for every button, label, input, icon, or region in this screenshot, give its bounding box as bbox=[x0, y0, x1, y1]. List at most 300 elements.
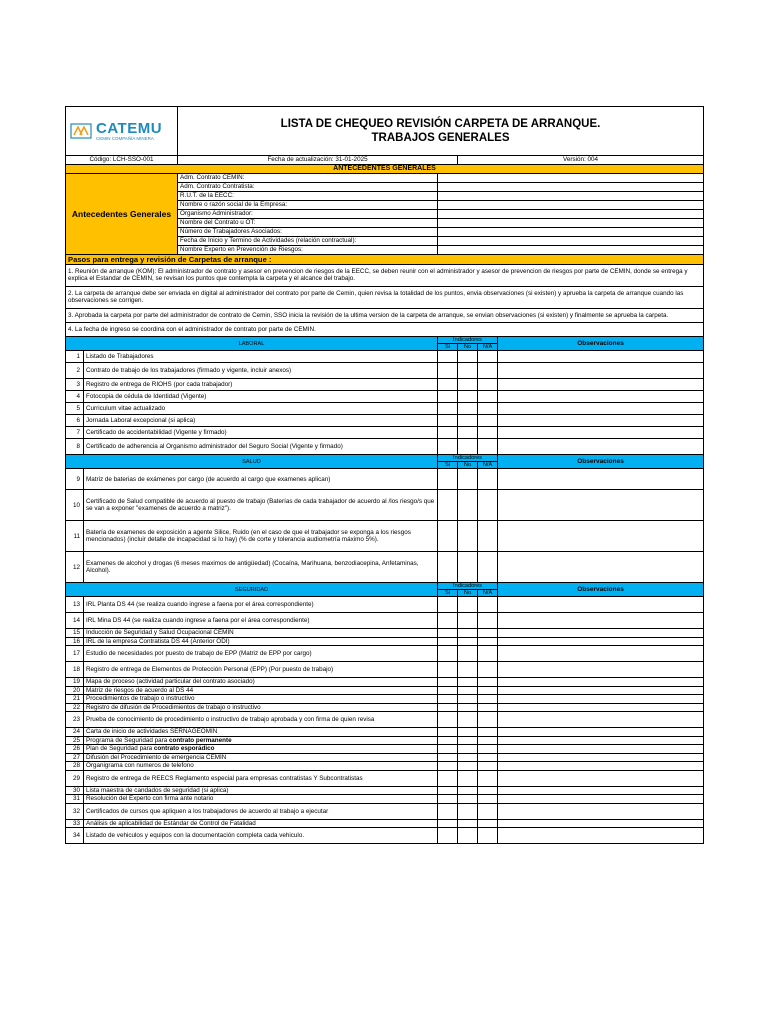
si-checkbox[interactable] bbox=[438, 521, 458, 552]
item-number: 9 bbox=[66, 469, 84, 490]
si-checkbox[interactable] bbox=[438, 662, 458, 678]
na-checkbox[interactable] bbox=[478, 678, 498, 687]
no-checkbox[interactable] bbox=[458, 469, 478, 490]
na-checkbox[interactable] bbox=[478, 427, 498, 439]
item-text-label: Certificado de adherencia al Organismo administrador del Seguro Social (Vigente y firmado) bbox=[86, 443, 343, 451]
no-checkbox[interactable] bbox=[458, 662, 478, 678]
si-checkbox[interactable] bbox=[438, 770, 458, 786]
observaciones-field[interactable] bbox=[498, 662, 704, 678]
na-checkbox[interactable] bbox=[478, 762, 498, 771]
item-text bbox=[84, 552, 438, 583]
item-text bbox=[84, 795, 438, 804]
item-text-label: Resolución del Experto con firma ante notario bbox=[86, 795, 214, 803]
na-checkbox[interactable] bbox=[478, 391, 498, 403]
observaciones-field[interactable] bbox=[498, 363, 704, 379]
checklist-item bbox=[66, 803, 704, 819]
no-checkbox[interactable] bbox=[458, 597, 478, 613]
no-checkbox[interactable] bbox=[458, 646, 478, 662]
antecedentes-title: ANTECEDENTES GENERALES bbox=[66, 165, 704, 174]
antecedente-field-label: Nombre Experto en Prevención de Riesgos: bbox=[178, 246, 438, 255]
na-checkbox[interactable] bbox=[478, 552, 498, 583]
item-number: 7 bbox=[66, 427, 84, 439]
item-number: 25 bbox=[66, 736, 84, 745]
no-header: No bbox=[458, 344, 478, 351]
item-text-label: Estudio de necesidades por puesto de trabajo de EPP (Matriz de EPP por cargo) bbox=[86, 650, 312, 658]
na-checkbox[interactable] bbox=[478, 351, 498, 363]
item-text bbox=[84, 819, 438, 828]
item-text bbox=[84, 686, 438, 695]
no-checkbox[interactable] bbox=[458, 678, 478, 687]
observaciones-header: Observaciones bbox=[498, 337, 704, 351]
no-checkbox[interactable] bbox=[458, 828, 478, 844]
item-text-label: Procedimientos de trabajo o instructivo bbox=[86, 695, 195, 703]
item-text bbox=[84, 427, 438, 439]
item-text bbox=[84, 828, 438, 844]
no-checkbox[interactable] bbox=[458, 363, 478, 379]
na-checkbox[interactable] bbox=[478, 637, 498, 646]
item-number: 8 bbox=[66, 439, 84, 455]
si-checkbox[interactable] bbox=[438, 695, 458, 704]
no-checkbox[interactable] bbox=[458, 490, 478, 521]
checklist-item bbox=[66, 363, 704, 379]
item-number: 1 bbox=[66, 351, 84, 363]
checklist-item bbox=[66, 795, 704, 804]
na-checkbox[interactable] bbox=[478, 712, 498, 728]
na-checkbox[interactable] bbox=[478, 363, 498, 379]
si-checkbox[interactable] bbox=[438, 351, 458, 363]
item-number: 6 bbox=[66, 415, 84, 427]
logo-mark-icon bbox=[70, 122, 92, 140]
no-checkbox[interactable] bbox=[458, 552, 478, 583]
na-checkbox[interactable] bbox=[478, 613, 498, 629]
no-checkbox[interactable] bbox=[458, 629, 478, 638]
item-text bbox=[84, 490, 438, 521]
observaciones-field[interactable] bbox=[498, 703, 704, 712]
na-checkbox[interactable] bbox=[478, 686, 498, 695]
checklist-item bbox=[66, 351, 704, 363]
no-checkbox[interactable] bbox=[458, 351, 478, 363]
si-checkbox[interactable] bbox=[438, 646, 458, 662]
observaciones-field[interactable] bbox=[498, 770, 704, 786]
si-checkbox[interactable] bbox=[438, 597, 458, 613]
si-header: Si bbox=[438, 344, 458, 351]
section-title: SALUD bbox=[66, 455, 438, 469]
paso-row bbox=[66, 308, 704, 322]
si-checkbox[interactable] bbox=[438, 703, 458, 712]
si-checkbox[interactable] bbox=[438, 613, 458, 629]
update-date: Fecha de actualización: 31-01-2025 bbox=[178, 156, 458, 165]
no-checkbox[interactable] bbox=[458, 770, 478, 786]
item-text-label: Carta de inicio de actividades SERNAGEOMIN bbox=[86, 728, 218, 736]
si-header: Si bbox=[438, 590, 458, 597]
item-text-label: Plan de Seguridad para bbox=[86, 745, 154, 753]
title-line-2: TRABAJOS GENERALES bbox=[371, 132, 510, 144]
paso-text: 1. Reunión de arranque (KOM): El administrador de contrato y asesor en prevencion de riesgos de la EECC, se deben reunir con el administrador y asesor de prevencion de riesgos por parte de CEMIN, donde se entrega y explica el Estandar de CEMIN, se revisan los puntos que contempla la carpeta y el alcance del trabajo. bbox=[66, 265, 704, 287]
checklist-item bbox=[66, 686, 704, 695]
na-checkbox[interactable] bbox=[478, 662, 498, 678]
checklist-item bbox=[66, 427, 704, 439]
na-checkbox[interactable] bbox=[478, 490, 498, 521]
item-number: 14 bbox=[66, 613, 84, 629]
item-text-label: Organigrama con numeros de telefono bbox=[86, 762, 194, 770]
antecedente-field-value[interactable] bbox=[438, 201, 704, 210]
item-text bbox=[84, 712, 438, 728]
item-text-label: Programa de Seguridad para bbox=[86, 736, 169, 744]
no-checkbox[interactable] bbox=[458, 637, 478, 646]
na-checkbox[interactable] bbox=[478, 753, 498, 762]
no-checkbox[interactable] bbox=[458, 703, 478, 712]
na-checkbox[interactable] bbox=[478, 786, 498, 795]
observaciones-field[interactable] bbox=[498, 351, 704, 363]
na-checkbox[interactable] bbox=[478, 695, 498, 704]
item-number: 22 bbox=[66, 703, 84, 712]
checklist-item bbox=[66, 786, 704, 795]
observaciones-field[interactable] bbox=[498, 637, 704, 646]
checklist-item bbox=[66, 662, 704, 678]
item-number: 17 bbox=[66, 646, 84, 662]
no-checkbox[interactable] bbox=[458, 521, 478, 552]
no-checkbox[interactable] bbox=[458, 728, 478, 737]
no-checkbox[interactable] bbox=[458, 379, 478, 391]
na-header: N/A bbox=[478, 462, 498, 469]
na-checkbox[interactable] bbox=[478, 828, 498, 844]
antecedente-field-value[interactable] bbox=[438, 192, 704, 201]
no-checkbox[interactable] bbox=[458, 786, 478, 795]
si-header: Si bbox=[438, 462, 458, 469]
observaciones-field[interactable] bbox=[498, 762, 704, 771]
si-checkbox[interactable] bbox=[438, 736, 458, 745]
item-text bbox=[84, 521, 438, 552]
observaciones-field[interactable] bbox=[498, 686, 704, 695]
antecedente-field-label: Adm. Contrato Contratista: bbox=[178, 183, 438, 192]
no-checkbox[interactable] bbox=[458, 391, 478, 403]
si-checkbox[interactable] bbox=[438, 363, 458, 379]
observaciones-field[interactable] bbox=[498, 613, 704, 629]
observaciones-field[interactable] bbox=[498, 646, 704, 662]
item-number: 19 bbox=[66, 678, 84, 687]
item-number: 27 bbox=[66, 753, 84, 762]
item-number: 33 bbox=[66, 819, 84, 828]
section-header bbox=[66, 583, 704, 590]
document-code: Código: LCH-SSO-001 bbox=[66, 156, 178, 165]
checklist-item bbox=[66, 469, 704, 490]
observaciones-field[interactable] bbox=[498, 828, 704, 844]
si-checkbox[interactable] bbox=[438, 686, 458, 695]
observaciones-field[interactable] bbox=[498, 819, 704, 828]
paso-row bbox=[66, 323, 704, 337]
si-checkbox[interactable] bbox=[438, 552, 458, 583]
observaciones-field[interactable] bbox=[498, 629, 704, 638]
item-number: 32 bbox=[66, 803, 84, 819]
no-checkbox[interactable] bbox=[458, 762, 478, 771]
section-header bbox=[66, 455, 704, 462]
item-number: 30 bbox=[66, 786, 84, 795]
checklist-item bbox=[66, 552, 704, 583]
item-text-label: Mapa de proceso (actividad particular del contrato asociado) bbox=[86, 678, 255, 686]
checklist-item bbox=[66, 415, 704, 427]
observaciones-field[interactable] bbox=[498, 803, 704, 819]
si-checkbox[interactable] bbox=[438, 712, 458, 728]
item-text bbox=[84, 613, 438, 629]
paso-text: 4. La fecha de ingreso se coordina con el administrador de contrato por parte de CEMIN. bbox=[66, 323, 704, 337]
si-checkbox[interactable] bbox=[438, 379, 458, 391]
no-checkbox[interactable] bbox=[458, 795, 478, 804]
observaciones-field[interactable] bbox=[498, 753, 704, 762]
si-checkbox[interactable] bbox=[438, 819, 458, 828]
checklist-item bbox=[66, 439, 704, 455]
section-title: LABORAL bbox=[66, 337, 438, 351]
observaciones-field[interactable] bbox=[498, 469, 704, 490]
item-number: 5 bbox=[66, 403, 84, 415]
antecedente-field-value[interactable] bbox=[438, 174, 704, 183]
checklist-item bbox=[66, 391, 704, 403]
observaciones-field[interactable] bbox=[498, 439, 704, 455]
no-header: No bbox=[458, 590, 478, 597]
no-checkbox[interactable] bbox=[458, 695, 478, 704]
checklist-item bbox=[66, 646, 704, 662]
indicadores-header: Indicadores bbox=[438, 455, 498, 462]
item-text-label: Certificado de accidentabilidad (Vigente y firmado) bbox=[86, 429, 227, 437]
antecedente-field-label: Número de Trabajadores Asociados: bbox=[178, 228, 438, 237]
item-number: 2 bbox=[66, 363, 84, 379]
item-text-label: Listado de vehiculos y equipos con la documentación completa cada vehiculo. bbox=[86, 832, 305, 840]
checklist-item bbox=[66, 762, 704, 771]
observaciones-field[interactable] bbox=[498, 379, 704, 391]
item-text-label: Análisis de aplicabilidad de Estándar de Control de Fatalidad bbox=[86, 819, 256, 827]
checklist-item bbox=[66, 678, 704, 687]
item-text bbox=[84, 629, 438, 638]
item-text-label: Registro de entrega de REECS Reglamento especial para empresas contratistas Y Subcontratistas bbox=[86, 774, 363, 782]
pasos-title: Pasos para entrega y revisión de Carpetas de arranque : bbox=[66, 255, 704, 265]
observaciones-field[interactable] bbox=[498, 521, 704, 552]
si-checkbox[interactable] bbox=[438, 637, 458, 646]
item-number: 11 bbox=[66, 521, 84, 552]
item-text bbox=[84, 379, 438, 391]
checklist-item bbox=[66, 712, 704, 728]
observaciones-field[interactable] bbox=[498, 391, 704, 403]
observaciones-field[interactable] bbox=[498, 745, 704, 754]
company-logo bbox=[68, 121, 175, 141]
item-text-label: Lista maestra de candados de seguridad (si aplica) bbox=[86, 786, 229, 794]
section-title: SEGURIDAD bbox=[66, 583, 438, 597]
na-checkbox[interactable] bbox=[478, 403, 498, 415]
item-text-label: Certificado de Salud compatible de acuerdo al puesto de trabajo (Baterías de cada trabajador de acuerdo al /los riesgo/s que se van a exponer "examenes de acuerdo a matriz"). bbox=[86, 498, 435, 513]
antecedente-field-value[interactable] bbox=[438, 183, 704, 192]
checklist-item bbox=[66, 728, 704, 737]
antecedente-field-label: Nombre o razón social de la Empresa: bbox=[178, 201, 438, 210]
item-text bbox=[84, 415, 438, 427]
checklist-item bbox=[66, 637, 704, 646]
item-text bbox=[84, 351, 438, 363]
antecedente-row bbox=[66, 174, 704, 183]
item-number: 15 bbox=[66, 629, 84, 638]
document-version: Versión: 004 bbox=[458, 156, 704, 165]
checklist-item bbox=[66, 828, 704, 844]
item-text-label: Inducción de Seguridad y Salud Ocupacional CEMIN bbox=[86, 629, 234, 637]
no-checkbox[interactable] bbox=[458, 686, 478, 695]
no-checkbox[interactable] bbox=[458, 819, 478, 828]
checklist-item bbox=[66, 521, 704, 552]
observaciones-field[interactable] bbox=[498, 403, 704, 415]
item-text-label: Batería de examenes de exposición a agente Silice, Ruido (en el caso de que el trabajador se exponga a los riesgos mencionados) (incluir detalle de incapacidad si lo hay) (% de corte y tolerancia audiometría máximo 5%). bbox=[86, 529, 411, 544]
logo-text: CATEMU bbox=[96, 120, 163, 137]
si-checkbox[interactable] bbox=[438, 427, 458, 439]
antecedente-field-value[interactable] bbox=[438, 237, 704, 246]
section-header bbox=[66, 337, 704, 344]
item-text bbox=[84, 637, 438, 646]
no-checkbox[interactable] bbox=[458, 745, 478, 754]
na-checkbox[interactable] bbox=[478, 629, 498, 638]
antecedente-field-label: Adm. Contrato CEMIN: bbox=[178, 174, 438, 183]
na-checkbox[interactable] bbox=[478, 703, 498, 712]
si-checkbox[interactable] bbox=[438, 439, 458, 455]
na-checkbox[interactable] bbox=[478, 646, 498, 662]
na-checkbox[interactable] bbox=[478, 439, 498, 455]
checklist-item bbox=[66, 490, 704, 521]
na-checkbox[interactable] bbox=[478, 795, 498, 804]
observaciones-field[interactable] bbox=[498, 678, 704, 687]
na-checkbox[interactable] bbox=[478, 745, 498, 754]
na-checkbox[interactable] bbox=[478, 415, 498, 427]
logo-subtext: CEMIN COMPAÑÍA MINERA bbox=[96, 136, 154, 141]
item-text bbox=[84, 736, 438, 745]
observaciones-field[interactable] bbox=[498, 786, 704, 795]
na-checkbox[interactable] bbox=[478, 521, 498, 552]
observaciones-field[interactable] bbox=[498, 415, 704, 427]
si-checkbox[interactable] bbox=[438, 762, 458, 771]
indicadores-header: Indicadores bbox=[438, 337, 498, 344]
checklist-item bbox=[66, 770, 704, 786]
item-number: 16 bbox=[66, 637, 84, 646]
antecedente-field-label: Nombre del Contrato u OT: bbox=[178, 219, 438, 228]
antecedente-field-value[interactable] bbox=[438, 228, 704, 237]
na-header: N/A bbox=[478, 590, 498, 597]
si-checkbox[interactable] bbox=[438, 795, 458, 804]
na-checkbox[interactable] bbox=[478, 803, 498, 819]
observaciones-field[interactable] bbox=[498, 490, 704, 521]
checklist-item bbox=[66, 736, 704, 745]
item-text-label: Matriz de riesgos de acuerdo al DS 44 bbox=[86, 686, 194, 694]
si-checkbox[interactable] bbox=[438, 786, 458, 795]
si-checkbox[interactable] bbox=[438, 803, 458, 819]
si-checkbox[interactable] bbox=[438, 391, 458, 403]
item-number: 20 bbox=[66, 686, 84, 695]
na-checkbox[interactable] bbox=[478, 597, 498, 613]
si-checkbox[interactable] bbox=[438, 828, 458, 844]
na-checkbox[interactable] bbox=[478, 728, 498, 737]
no-checkbox[interactable] bbox=[458, 439, 478, 455]
antecedentes-label: Antecedentes Generales bbox=[66, 174, 178, 255]
paso-text: 2. La carpeta de arranque debe ser enviada en digital al administrador del contrato por parte de Cemin, quien revisa la totalidad de los puntos, envia observaciones (si existen) y aprueba la carpeta de arranque cuando las observaciones se corrigen. bbox=[66, 286, 704, 308]
item-number: 29 bbox=[66, 770, 84, 786]
si-checkbox[interactable] bbox=[438, 490, 458, 521]
item-number: 21 bbox=[66, 695, 84, 704]
checklist-item bbox=[66, 703, 704, 712]
no-checkbox[interactable] bbox=[458, 427, 478, 439]
na-checkbox[interactable] bbox=[478, 819, 498, 828]
item-text bbox=[84, 695, 438, 704]
si-checkbox[interactable] bbox=[438, 469, 458, 490]
item-text-label: Fotocopia de cédula de Identidad (Vigente) bbox=[86, 393, 207, 401]
antecedente-field-value[interactable] bbox=[438, 219, 704, 228]
observaciones-field[interactable] bbox=[498, 695, 704, 704]
checklist-item bbox=[66, 379, 704, 391]
checklist-item bbox=[66, 745, 704, 754]
no-checkbox[interactable] bbox=[458, 613, 478, 629]
checklist-item bbox=[66, 819, 704, 828]
observaciones-header: Observaciones bbox=[498, 455, 704, 469]
item-text-label: Registro de entrega de RIOHS (por cada trabajador) bbox=[86, 381, 233, 389]
na-checkbox[interactable] bbox=[478, 770, 498, 786]
si-checkbox[interactable] bbox=[438, 629, 458, 638]
no-checkbox[interactable] bbox=[458, 415, 478, 427]
checklist-item bbox=[66, 613, 704, 629]
no-checkbox[interactable] bbox=[458, 753, 478, 762]
observaciones-field[interactable] bbox=[498, 427, 704, 439]
item-text-label: Matriz de baterias de exámenes por cargo (de acuerdo al cargo que examenes aplican) bbox=[86, 475, 331, 483]
item-text bbox=[84, 646, 438, 662]
observaciones-field[interactable] bbox=[498, 552, 704, 583]
si-checkbox[interactable] bbox=[438, 753, 458, 762]
item-text-label: Curriculum vitae actualizado bbox=[86, 405, 166, 413]
si-checkbox[interactable] bbox=[438, 678, 458, 687]
item-number: 23 bbox=[66, 712, 84, 728]
item-text bbox=[84, 762, 438, 771]
item-text bbox=[84, 363, 438, 379]
item-text bbox=[84, 703, 438, 712]
paso-text: 3. Aprobada la carpeta por parte del administrador de contrato de Cemin, SSO inicia la revisión de la ultima version de la carpeta de arranque, se envian observaciones (si existen) y finalmente se aprueba la carpeta. bbox=[66, 308, 704, 322]
item-number: 24 bbox=[66, 728, 84, 737]
item-text bbox=[84, 469, 438, 490]
antecedente-field-value[interactable] bbox=[438, 246, 704, 255]
item-text-bold: contrato permanente bbox=[168, 736, 232, 744]
si-checkbox[interactable] bbox=[438, 745, 458, 754]
item-text-label: Registro de difusión de Procedimientos de trabajo o instructivo bbox=[86, 703, 261, 711]
si-checkbox[interactable] bbox=[438, 403, 458, 415]
observaciones-field[interactable] bbox=[498, 736, 704, 745]
item-text-label: Listado de Trabajadores bbox=[86, 353, 154, 361]
item-text-label: Examenes de alcohol y drogas (6 meses maximos de antigüedad) (Cocaína, Marihuana, benzodiacepina, Anfetaminas, Alcohol). bbox=[86, 560, 419, 575]
no-checkbox[interactable] bbox=[458, 803, 478, 819]
si-checkbox[interactable] bbox=[438, 728, 458, 737]
observaciones-field[interactable] bbox=[498, 712, 704, 728]
observaciones-field[interactable] bbox=[498, 728, 704, 737]
antecedente-field-value[interactable] bbox=[438, 210, 704, 219]
no-checkbox[interactable] bbox=[458, 403, 478, 415]
observaciones-field[interactable] bbox=[498, 597, 704, 613]
observaciones-field[interactable] bbox=[498, 795, 704, 804]
item-text bbox=[84, 770, 438, 786]
item-text-label: IRL de la empresa Contratista DS 44 (Anterior ODI) bbox=[86, 637, 230, 645]
na-checkbox[interactable] bbox=[478, 736, 498, 745]
logo-cell bbox=[66, 107, 178, 156]
item-text bbox=[84, 597, 438, 613]
observaciones-header: Observaciones bbox=[498, 583, 704, 597]
item-number: 12 bbox=[66, 552, 84, 583]
si-checkbox[interactable] bbox=[438, 415, 458, 427]
checklist-item bbox=[66, 597, 704, 613]
item-text-label: Prueba de conocimiento de procedimiento o instructivo de trabajo aprobada y con firma de quien revisa bbox=[86, 716, 375, 724]
antecedente-field-label: Organismo Administrador: bbox=[178, 210, 438, 219]
na-checkbox[interactable] bbox=[478, 379, 498, 391]
item-text-bold: contrato esporádico bbox=[153, 745, 215, 753]
na-checkbox[interactable] bbox=[478, 469, 498, 490]
no-checkbox[interactable] bbox=[458, 712, 478, 728]
item-text-label: Registro de entrega de Elementos de Protección Personal (EPP) (Por puesto de trabajo) bbox=[86, 666, 334, 674]
indicadores-header: Indicadores bbox=[438, 583, 498, 590]
no-checkbox[interactable] bbox=[458, 736, 478, 745]
item-number: 28 bbox=[66, 762, 84, 771]
